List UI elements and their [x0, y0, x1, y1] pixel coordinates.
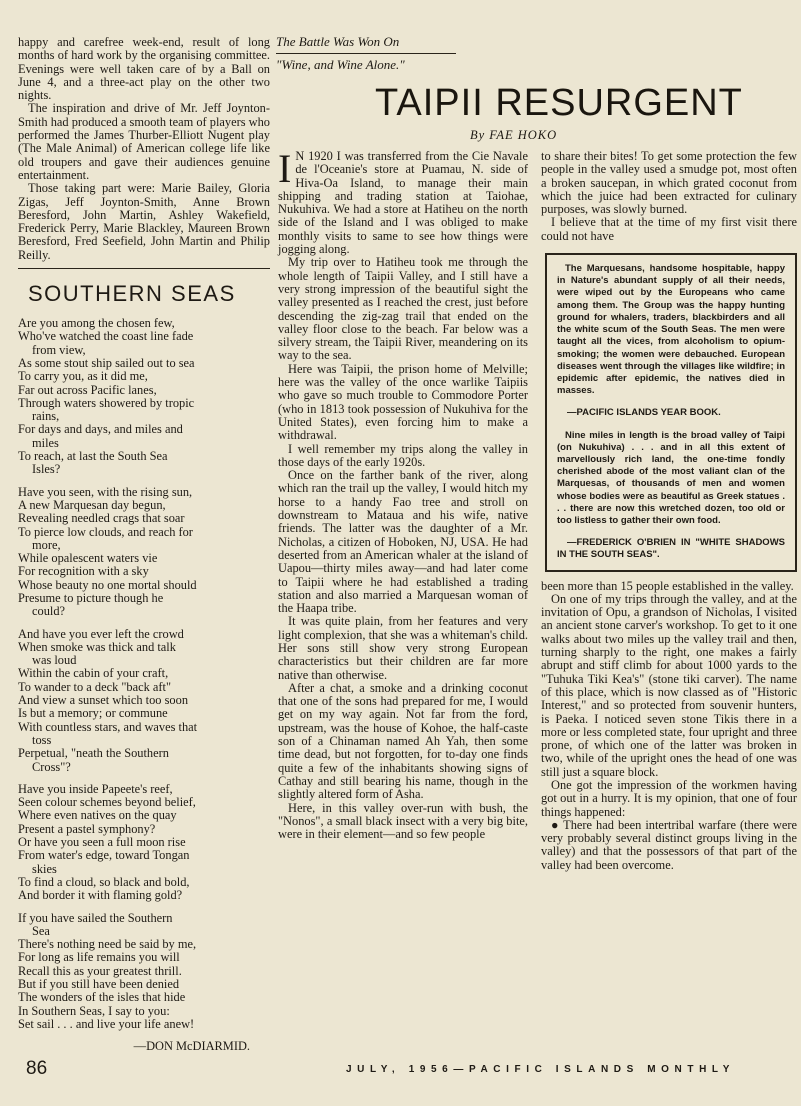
paragraph: Once on the farther bank of the river, along which ran the trail up the valley, I would hitch my horse to a handy Fao tree and stroll on downstream to Mataua and his wife, native friends. The latter was the daughter of a Mr. Nicholas, a citizen of Hoboken, NJ, USA. He had deserted from an American whaler at the island of Uapou—thirty miles away—and had later come to Taipii where he had established a trading station and also married a Marquesan woman of the Haapa tribe.	[278, 468, 528, 616]
article-body-middle	[278, 146, 528, 842]
poem-line: For long as life remains you will	[18, 950, 180, 965]
poem-line: And border it with flaming gold?	[18, 888, 183, 903]
byline: By FAE HOKO	[470, 128, 558, 142]
poem-line: For days and days, and miles and	[18, 422, 183, 437]
poem-stanza	[18, 783, 270, 903]
poem-line: Recall this as your greatest thrill.	[18, 963, 182, 978]
article-body-right-bottom	[541, 580, 797, 873]
poem-line: Revealing needled crags that soar	[18, 511, 185, 526]
poem-line: was loud	[32, 653, 77, 668]
poem-line: As some stout ship sailed out to sea	[18, 355, 195, 370]
intro-text	[18, 36, 270, 262]
poem-line: Is but a memory; or commune	[18, 706, 168, 721]
poem-stanza	[18, 486, 270, 619]
poem-line: The wonders of the isles that hide	[18, 990, 186, 1005]
article-body-right-top	[541, 150, 797, 243]
poem-line: Present a pastel symphony?	[18, 821, 156, 836]
lead-text: N 1920 I was transferred from the Cie Navale de l'Oceanie's store at Puamau, N. side of Hiva-Oa Island, to manage their main shipping and trading station at Taiohae, Nukuhiva. We had a store at Hatiheu on the north side of the Island and I was obliged to make monthly visits to same to see how things were jogging along.	[278, 149, 528, 257]
paragraph: happy and carefree week-end, result of long months of hard work by the organising committee. Evenings were well taken care of by a Ball on June 4, and a three-act play on the other two nights.	[18, 35, 270, 103]
poem-line: skies	[32, 861, 57, 876]
poem-line: But if you still have been denied	[18, 977, 180, 991]
poem-line: Isles?	[32, 462, 61, 477]
poem-line: Have you inside Papeete's reef,	[18, 781, 173, 796]
poem-line: A new Marquesan day begun,	[18, 497, 166, 512]
poem-line: Are you among the chosen few,	[18, 316, 175, 331]
poem-author: —DON McDIARMID.	[133, 1039, 250, 1054]
poem-title: SOUTHERN SEAS	[28, 281, 236, 307]
box-quote: Nine miles in length is the broad valley of Taipi (on Nukuhiva) . . . and in all this extent of marvellously rich land, the one-time fondly cherished abode of the most valiant clan of the Marquesas, of thousands of men and women whose bodies were as beautiful as Greek statues . . . there are now this wretched dozen, too old or too listless to gather their own food.	[557, 429, 785, 526]
lead-paragraph	[278, 146, 528, 257]
section-divider	[18, 268, 270, 269]
poem-line: toss	[32, 732, 52, 747]
poem-line: When smoke was thick and talk	[18, 639, 176, 654]
paragraph: Here was Taipii, the prison home of Melville; here was the valley of the once warlike Taipiis who gave so much trouble to Commodore Porter (who in 1813 took possession of Nukuhiva for the United States), even forcing him to make a withdrawal.	[278, 361, 528, 443]
paragraph: been more than 15 people established in the valley.	[541, 578, 794, 593]
poem-line: Or have you seen a full moon rise	[18, 835, 186, 850]
paragraph: to share their bites! To get some protection the few people in the valley used a smudge pot, most often a broken saucepan, in which grated coconut from which the juice had been extracted for culinary purposes, was slowly burned.	[541, 149, 797, 217]
paragraph: It was quite plain, from her features and very light complexion, that she was a whiteman's child. Her sons still show very strong European characteristics but their children are far more native than otherwise.	[278, 614, 528, 682]
paragraph: One got the impression of the workmen having got out in a hurry. It is my opinion, that one of four things happened:	[541, 778, 797, 819]
box-attribution: —FREDERICK O'BRIEN IN "WHITE SHADOWS IN THE SOUTH SEAS".	[557, 537, 785, 561]
dropcap: I	[278, 146, 292, 191]
paragraph: On one of my trips through the valley, and at the invitation of Opu, a grandson of Nicholas, I visited an ancient stone carver's workshop. To get to it one walks about two miles up the valley trail and then, turning sharply to the right, one makes a fairly abrupt and stiff climb for about 1000 yards to the "Tuhuka Tiki Kea's" (stone tiki carver). The name of this place, which is now classed as of "Historic Interest," and so protected from souvenir hunters, is Paeka. I noticed seven stone Tikis there in a more or less completed state, four upright and three prone, of which one of the latter was broken in two, while of the upright ones the head of one was still just a square block.	[541, 591, 797, 779]
poem-line: If you have sailed the Southern	[18, 910, 173, 925]
poem-line: rains,	[32, 409, 60, 424]
poem-line: With countless stars, and waves that	[18, 719, 198, 734]
box-quote: The Marquesans, handsome hospitable, happy in Nature's abundant supply of all their needs, were wiped out by the Europeans who came among them. The Group was the happy hunting ground for whalers, traders, blackbirders and all the white scum of the South Seas. The men were taught all the vices, from alcoholism to opium-smoking; the women were debauched. European diseases went through the villages like wildfire; in epidemic after epidemic, the natives died in masses.	[557, 263, 785, 397]
poem-line: To carry you, as it did me,	[18, 369, 148, 384]
poem-line: Who've watched the coast line fade	[18, 329, 194, 344]
column-left	[18, 0, 270, 1053]
poem-line: And have you ever left the crowd	[18, 626, 184, 641]
kicker-rule	[276, 53, 456, 54]
paragraph: ● There had been intertribal warfare (there were very probably several distinct groups living in the valley) and that the possessors of that part of the valley had been overcome.	[541, 817, 797, 872]
sidebar-quote-box	[545, 253, 797, 571]
poem-line: Far out across Pacific lanes,	[18, 382, 157, 397]
poem-line: Whose beauty no one mortal should	[18, 577, 197, 592]
column-right	[541, 150, 797, 872]
column-middle	[278, 146, 528, 842]
poem-line: miles	[32, 435, 59, 450]
poem-line: Perpetual, "neath the Southern	[18, 746, 169, 761]
poem-line: To find a cloud, so black and bold,	[18, 874, 190, 889]
paragraph: I well remember my trips along the valley in those days of the early 1920s.	[278, 441, 528, 469]
poem-line: And view a sunset which too soon	[18, 693, 189, 708]
paragraph: My trip over to Hatiheu took me through the whole length of Taipii Valley, and I still have a very strong impression of the beautiful sight the valley presented as I reached the crest, just before descending the zig-zag trail that ended on the valley floor close to the beach. Far below was a silvery stream, the Taipii River, meandering on its way to the sea.	[278, 255, 528, 363]
poem-line: Sea	[32, 923, 50, 938]
poem-line: Within the cabin of your craft,	[18, 666, 169, 681]
poem-line: There's nothing need be said by me,	[18, 937, 197, 952]
poem-line: In Southern Seas, I say to you:	[18, 1003, 170, 1018]
box-attribution: —PACIFIC ISLANDS YEAR BOOK.	[567, 407, 721, 419]
paragraph: Here, in this valley over-run with bush, the "Nonos", a small black insect with a very big bite, were in their element—and so few people	[278, 800, 528, 842]
running-title: JULY, 1956—PACIFIC ISLANDS MONTHLY	[346, 1064, 735, 1075]
page-footer	[0, 1052, 801, 1092]
poem-line: Have you seen, with the rising sun,	[18, 484, 193, 499]
article-kicker	[276, 0, 536, 74]
poem-line: Presume to picture though he	[18, 590, 164, 605]
poem-line: Where even natives on the quay	[18, 808, 177, 823]
poem-line: more,	[32, 537, 61, 552]
poem-line: could?	[32, 604, 66, 619]
poem-stanza	[18, 628, 270, 774]
poem-stanza	[18, 317, 270, 477]
paragraph: The inspiration and drive of Mr. Jeff Joynton-Smith had produced a smooth team of players who performed the James Thurber-Elliott Nugent play (The Male Animal) of American college life like old troupers and gave their audiences genuine entertainment.	[18, 101, 270, 182]
poem-line: Cross"?	[32, 759, 71, 774]
poem-line: While opalescent waters vie	[18, 551, 158, 566]
article-title: TAIPII RESURGENT	[375, 82, 743, 124]
poem	[18, 317, 270, 1031]
poem-line: Set sail . . . and live your life anew!	[18, 1016, 195, 1031]
poem-line: from view,	[32, 342, 86, 357]
poem-line: For recognition with a sky	[18, 564, 149, 579]
poem-line: To pierce low clouds, and reach for	[18, 524, 193, 539]
kicker-line-2: "Wine, and Wine Alone."	[276, 57, 405, 72]
paragraph: I believe that at the time of my first visit there could not have	[541, 215, 797, 243]
paragraph: After a chat, a smoke and a drinking coconut that one of the sons had prepared for me, I would get on my way again. Not far from the ford, upstream, was the house of Kohoe, the half-caste son of a Chinaman named Ah Yah, then some time dead, but not forgotten, for to-day one finds quite a few of the inhabitants showing signs of Cathay and still bearing his name, though in the slightly altered form of Asha.	[278, 680, 528, 802]
page-number: 86	[26, 1058, 48, 1079]
poem-stanza	[18, 912, 270, 1032]
kicker-line-1: The Battle Was Won On	[276, 34, 400, 49]
poem-line: Through waters showered by tropic	[18, 395, 195, 410]
poem-line: To wander to a deck "back aft"	[18, 679, 172, 694]
paragraph: Those taking part were: Marie Bailey, Gloria Zigas, Jeff Joynton-Smith, Anne Brown Beresford, John Martin, Ashley Wakefield, Frederick Perry, Marie Blackley, Maureen Brown Beresford, Fred Seefield, John Martin and Philip Reilly.	[18, 181, 270, 262]
poem-line: Seen colour schemes beyond belief,	[18, 795, 196, 810]
poem-line: To reach, at last the South Sea	[18, 449, 168, 464]
poem-line: From water's edge, toward Tongan	[18, 848, 190, 863]
